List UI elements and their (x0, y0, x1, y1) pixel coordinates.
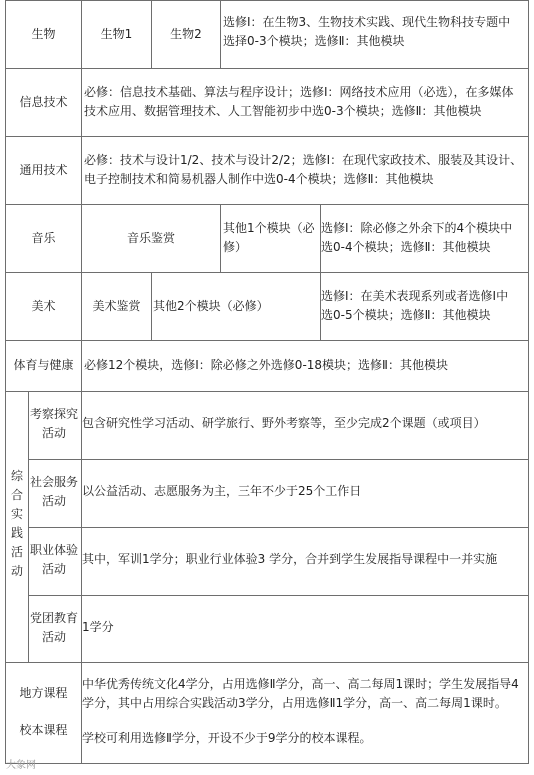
practice-group-label (10, 467, 24, 581)
art-module1-cell (81, 272, 152, 341)
practice-item-cell (28, 527, 82, 596)
bio-subject: 生物 (31, 27, 56, 41)
practice-item-label-line2: 活动 (42, 630, 67, 644)
it-desc-line1: 必修：信息技术基础、算法与程序设计；选修Ⅰ：网络技术应用（必选），在多媒体 (84, 85, 514, 99)
bio-module1-cell (81, 0, 152, 69)
bio-module1: 生物1 (100, 27, 133, 41)
gt-desc-line2: 电子控制技术和简易机器人制作中选0-4个模块；选修Ⅱ：其他模块 (84, 172, 434, 186)
practice-item-label-line2: 活动 (42, 494, 67, 508)
it-desc-line2: 技术应用、数据管理技术、人工智能初步中选0-3个模块；选修Ⅱ：其他模块 (84, 104, 482, 118)
watermark: 大象网 (6, 760, 36, 771)
music-module2-line2: 修） (223, 240, 248, 254)
local-desc-line1: 中华优秀传统文化4学分，占用选修Ⅱ学分，高一、高二每周1课时；学生发展指导4 (82, 677, 519, 691)
local-desc-line2: 学分，其中占用综合实践活动3学分，占用选修Ⅱ1学分，高一、高二每周1课时。 (82, 696, 507, 710)
pe-subject: 体育与健康 (13, 358, 74, 372)
it-subject-cell (5, 68, 82, 137)
music-subject-cell (5, 204, 82, 273)
practice-item-label-line1: 社会服务 (30, 475, 79, 489)
gt-subject-cell (5, 136, 82, 205)
practice-item-cell (28, 459, 82, 528)
music-desc-line2: 选0-4个模块；选修Ⅱ：其他模块 (321, 240, 491, 254)
pe-subject-cell (5, 340, 82, 392)
practice-item-desc: 1学分 (82, 620, 114, 634)
bio-desc-line2: 选择0-3个模块；选修Ⅱ：其他模块 (223, 34, 405, 48)
practice-item-desc-cell (81, 459, 529, 528)
gt-subject: 通用技术 (19, 163, 68, 177)
art-desc-cell (320, 272, 529, 341)
practice-item-label-line2: 活动 (42, 426, 67, 440)
music-module2-line1: 其他1个模块（必 (223, 221, 315, 235)
practice-item-desc: 以公益活动、志愿服务为主，三年不少于25个工作日 (82, 484, 362, 498)
school-desc: 学校可利用选修Ⅱ学分，开设不少于9学分的校本课程。 (82, 731, 372, 745)
practice-item-desc-cell (81, 595, 529, 663)
art-subject: 美术 (31, 299, 56, 313)
art-desc-line2: 选0-5个模块；选修Ⅱ：其他模块 (321, 308, 491, 322)
bio-desc-cell (220, 0, 529, 69)
pe-desc: 必修12个模块，选修Ⅰ：除必修之外选修0-18模块；选修Ⅱ：其他模块 (84, 358, 448, 372)
practice-item-cell (28, 595, 82, 663)
art-desc-line1: 选修Ⅰ：在美术表现系列或者选修Ⅰ中 (321, 289, 509, 303)
local-desc-cell (81, 662, 529, 764)
practice-item-desc: 其中，军训1学分；职业行业体验3 学分，合并到学生发展指导课程中一并实施 (82, 552, 498, 566)
gt-desc-line1: 必修：技术与设计1/2、技术与设计2/2；选修Ⅰ：在现代家政技术、服装及其设计、 (84, 153, 523, 167)
bio-module2-cell (151, 0, 221, 69)
practice-item-desc-cell (81, 391, 529, 460)
practice-item-label-line1: 考察探究 (30, 407, 79, 421)
music-module1: 音乐鉴赏 (126, 231, 175, 245)
local-course-label: 地方课程 (19, 686, 68, 700)
practice-item-label-line2: 活动 (42, 562, 67, 576)
bio-desc-line1: 选修Ⅰ：在生物3、生物技术实践、现代生物科技专题中 (223, 15, 511, 29)
music-module1-cell (81, 204, 221, 273)
it-desc-cell (81, 68, 529, 137)
art-module1: 美术鉴赏 (92, 299, 141, 313)
pe-desc-cell (81, 340, 529, 392)
school-course-label: 校本课程 (19, 723, 68, 737)
music-desc-line1: 选修Ⅰ：除必修之外余下的4个模块中 (321, 221, 513, 235)
gt-desc-cell (81, 136, 529, 205)
practice-item-label-line1: 党团教育 (30, 611, 79, 625)
bio-subject-cell (5, 0, 82, 69)
local-label-cell (5, 662, 82, 764)
practice-group-label-text: 综合实践活动 (10, 469, 23, 578)
it-subject: 信息技术 (19, 95, 68, 109)
bio-module2: 生物2 (170, 27, 202, 41)
practice-item-cell (28, 391, 82, 460)
practice-item-desc: 包含研究性学习活动、研学旅行、野外考察等，至少完成2个课题（或项目） (82, 416, 486, 430)
practice-item-desc-cell (81, 527, 529, 596)
music-desc-cell (320, 204, 529, 273)
music-module2-cell (220, 204, 321, 273)
art-module2-cell (151, 272, 321, 341)
art-module2: 其他2个模块（必修） (153, 299, 269, 313)
practice-item-label-line1: 职业体验 (30, 543, 79, 557)
art-subject-cell (5, 272, 82, 341)
practice-group-cell (5, 391, 29, 663)
music-subject: 音乐 (31, 231, 56, 245)
